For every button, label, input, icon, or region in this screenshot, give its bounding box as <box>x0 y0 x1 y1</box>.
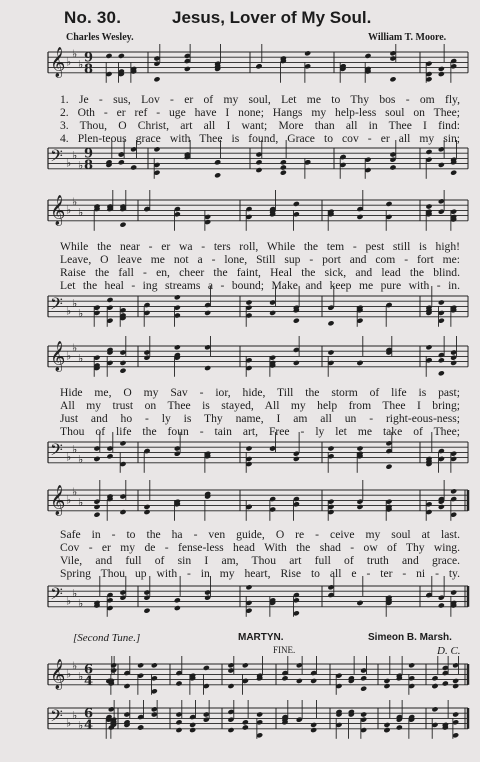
note-head <box>175 719 182 725</box>
flat-icon: ♭ <box>72 586 78 600</box>
note-head <box>174 597 181 603</box>
note-head <box>450 360 457 366</box>
note-head <box>280 164 287 170</box>
fine-marking: FINE. <box>273 645 296 655</box>
hymn-title: Jesus, Lover of My Soul. <box>172 8 372 27</box>
flat-icon: ♭ <box>66 450 72 464</box>
note-head <box>327 445 334 451</box>
note-head <box>385 464 392 470</box>
note-head <box>174 605 181 611</box>
note-head <box>153 76 160 82</box>
note-head <box>360 686 367 692</box>
lyrics-block-3 <box>60 386 460 438</box>
flat-icon: ♭ <box>78 206 84 219</box>
note-head <box>151 662 158 668</box>
note-head <box>110 667 117 673</box>
note-head <box>438 504 445 510</box>
bass-clef-icon: 𝄢 <box>50 705 63 730</box>
flat-icon: ♭ <box>72 148 78 162</box>
flat-icon: ♭ <box>78 58 84 71</box>
note-head <box>227 727 234 733</box>
note-head <box>242 719 249 725</box>
flat-icon: ♭ <box>66 55 72 69</box>
note-head <box>118 159 125 165</box>
note-head <box>281 675 288 681</box>
note-head <box>364 53 371 59</box>
note-head <box>280 159 287 165</box>
note-head <box>356 360 363 366</box>
note-head <box>119 368 126 374</box>
lyric-line: Safe in - to the ha - ven guide, O re - ceive my soul at last. <box>60 528 460 541</box>
note-head <box>389 76 396 82</box>
note-head <box>184 66 191 72</box>
note-head <box>452 683 459 689</box>
flat-icon: ♭ <box>72 659 78 673</box>
note-head <box>389 164 396 170</box>
flat-icon: ♭ <box>78 307 84 321</box>
note-head <box>425 203 432 209</box>
note-head <box>356 214 363 220</box>
lyric-line: Raise the fall - en, cheer the faint, Heal the sick, and lead the blind. <box>60 266 460 279</box>
lyrics-block-2 <box>60 240 460 292</box>
note-head <box>93 512 100 518</box>
note-head <box>431 675 438 681</box>
flat-icon: ♭ <box>72 485 78 499</box>
flat-icon: ♭ <box>78 670 84 683</box>
note-head <box>408 662 415 668</box>
note-head <box>356 445 363 451</box>
note-head <box>203 665 210 671</box>
staff-lines <box>48 439 468 464</box>
note-head <box>452 678 459 684</box>
treble-staff-5 <box>0 656 480 700</box>
note-head <box>106 297 113 303</box>
flat-icon: ♭ <box>66 156 72 170</box>
flat-icon: ♭ <box>78 159 84 173</box>
flat-icon: ♭ <box>66 716 72 730</box>
note-head <box>310 722 317 728</box>
second-tune-label: [Second Tune.] <box>73 632 141 644</box>
note-head <box>438 357 445 363</box>
flat-icon: ♭ <box>78 352 84 365</box>
bass-clef-icon: 𝄢 <box>50 293 63 318</box>
treble-clef-icon: 𝄞 <box>50 485 66 516</box>
flat-icon: ♭ <box>72 442 78 456</box>
note-head <box>93 456 100 462</box>
bass-clef-icon: 𝄢 <box>50 439 63 464</box>
note-head <box>431 683 438 689</box>
note-head <box>450 589 457 595</box>
note-head <box>293 318 300 324</box>
flat-icon: ♭ <box>72 708 78 722</box>
note-head <box>153 146 160 152</box>
time-signature-top: 6 <box>84 662 94 678</box>
tune-name: MARTYN. <box>238 632 284 643</box>
flat-icon: ♭ <box>78 496 84 509</box>
note-head <box>293 456 300 462</box>
treble-clef-icon: 𝄞 <box>50 47 66 78</box>
note-head <box>438 299 445 305</box>
note-head <box>119 509 126 515</box>
note-head <box>189 727 196 733</box>
note-head <box>269 310 276 316</box>
treble-clef-icon: 𝄞 <box>50 341 66 372</box>
note-head <box>174 294 181 300</box>
note-head <box>118 53 125 59</box>
note-head <box>360 711 367 717</box>
note-head <box>356 504 363 510</box>
flat-icon: ♭ <box>72 195 78 209</box>
note-head <box>214 159 221 165</box>
flat-icon: ♭ <box>78 597 84 611</box>
note-head <box>242 724 249 730</box>
treble-staff-1 <box>0 44 480 94</box>
note-head <box>214 172 221 178</box>
lyrics-block-4 <box>60 528 460 580</box>
note-head <box>110 662 117 668</box>
note-head <box>438 162 445 168</box>
lyric-line: Just and ho - ly is Thy name, I am all un - right-eous-ness; <box>60 412 460 425</box>
note-head <box>385 201 392 207</box>
note-head <box>106 453 113 459</box>
note-head <box>255 167 262 173</box>
dc-marking: D. C. <box>437 645 461 657</box>
note-head <box>383 683 390 689</box>
bass-clef-icon: 𝄢 <box>50 145 63 170</box>
lyric-line: Cov - er my de - fense-less head With the shad - ow of Thy wing. <box>60 541 460 554</box>
note-head <box>383 727 390 733</box>
lyric-line: Vile, and full of sin I am, Thou art full of truth and grace. <box>60 554 460 567</box>
note-head <box>245 445 252 451</box>
time-signature-top: 9 <box>84 146 94 162</box>
note-head <box>143 504 150 510</box>
note-head <box>175 727 182 733</box>
note-head <box>327 320 334 326</box>
lyric-line: 4. Plen-teous grace with Thee is found, Grace to cov - er all my sin; <box>60 132 460 145</box>
flat-icon: ♭ <box>78 453 84 467</box>
lyric-line: 1. Je - sus, Lov - er of my soul, Let me to Thy bos - om fly, <box>60 93 460 106</box>
lyric-line: 2. Oth - er ref - uge have I none; Hangs my help-less soul on Thee; <box>60 106 460 119</box>
note-head <box>450 170 457 176</box>
note-head <box>296 678 303 684</box>
flat-icon: ♭ <box>72 296 78 310</box>
note-head <box>438 71 445 77</box>
note-head <box>438 66 445 72</box>
note-head <box>245 584 252 590</box>
time-signature-bottom: 8 <box>84 61 94 77</box>
bass-staff-4 <box>0 574 480 624</box>
time-signature-bottom: 4 <box>84 673 94 689</box>
note-head <box>137 724 144 730</box>
hymn-author: Charles Wesley. <box>66 32 134 43</box>
note-head <box>119 440 126 446</box>
note-head <box>204 365 211 371</box>
flat-icon: ♭ <box>66 667 72 681</box>
note-head <box>438 370 445 376</box>
hymn-composer: William T. Moore. <box>368 32 447 43</box>
note-head <box>450 488 457 494</box>
lyric-line: All my trust on Thee is stayed, All my help from Thee I bring; <box>60 399 460 412</box>
flat-icon: ♭ <box>66 594 72 608</box>
treble-clef-icon: 𝄞 <box>50 659 66 690</box>
bass-staff-5 <box>0 700 480 750</box>
note-head <box>227 683 234 689</box>
note-head <box>293 360 300 366</box>
bass-staff-1 <box>0 140 480 190</box>
note-head <box>119 360 126 366</box>
note-head <box>396 724 403 730</box>
note-head <box>174 344 181 350</box>
lyric-line: Hide me, O my Sav - ior, hide, Till the storm of life is past; <box>60 386 460 399</box>
treble-staff-2 <box>0 190 480 236</box>
note-head <box>280 170 287 176</box>
flat-icon: ♭ <box>66 203 72 217</box>
note-head <box>175 680 182 686</box>
note-head <box>383 678 390 684</box>
note-head <box>310 678 317 684</box>
note-head <box>431 706 438 712</box>
note-head <box>130 164 137 170</box>
time-signature-top: 9 <box>84 50 94 66</box>
lyric-line: 3. Thou, O Christ, art all I want; More than all in Thee I find: <box>60 119 460 132</box>
flat-icon: ♭ <box>66 304 72 318</box>
flat-icon: ♭ <box>72 341 78 355</box>
flat-icon: ♭ <box>66 493 72 507</box>
time-signature-bottom: 8 <box>84 157 94 173</box>
note-head <box>425 344 432 350</box>
note-head <box>255 63 262 69</box>
flat-icon: ♭ <box>66 349 72 363</box>
note-head <box>119 222 126 228</box>
note-head <box>105 53 112 59</box>
treble-staff-3 <box>0 336 480 382</box>
note-head <box>242 662 249 668</box>
flat-icon: ♭ <box>72 47 78 61</box>
treble-clef-icon: 𝄞 <box>50 195 66 226</box>
lyrics-block-1 <box>60 93 460 145</box>
bass-staff-3 <box>0 432 480 482</box>
note-head <box>256 711 263 717</box>
note-head <box>189 722 196 728</box>
lyric-line: Thou of life the foun - tain art, Free - ly let me take of Thee; <box>60 425 460 438</box>
flat-icon: ♭ <box>78 719 84 733</box>
lyric-line: Let the heal - ing streams a - bound; Make and keep me pure with - in. <box>60 279 460 292</box>
hymn-number: No. 30. <box>64 8 122 27</box>
note-head <box>310 727 317 733</box>
note-head <box>293 201 300 207</box>
note-head <box>93 504 100 510</box>
note-head <box>304 50 311 56</box>
note-head <box>245 299 252 305</box>
tune-composer: Simeon B. Marsh. <box>368 632 452 643</box>
note-head <box>123 683 130 689</box>
note-head <box>383 722 390 728</box>
note-head <box>452 711 459 717</box>
note-head <box>425 149 432 155</box>
note-head <box>442 680 449 686</box>
time-signature-top: 6 <box>84 706 94 722</box>
note-head <box>360 675 367 681</box>
note-head <box>356 600 363 606</box>
note-head <box>204 310 211 316</box>
lyric-line: Leave, O leave me not a - lone, Still sup - port and com - fort me: <box>60 253 460 266</box>
time-signature-bottom: 4 <box>84 717 94 733</box>
treble-staff-4 <box>0 478 480 526</box>
note-head <box>137 662 144 668</box>
lyric-line: Spring Thou up with - in my heart, Rise to all e - ter - ni - ty. <box>60 567 460 580</box>
note-head <box>143 509 150 515</box>
bass-clef-icon: 𝄢 <box>50 583 63 608</box>
bass-staff-2 <box>0 286 480 332</box>
lyric-line: While the near - er wa - ters roll, While the tem - pest still is high! <box>60 240 460 253</box>
note-head <box>327 349 334 355</box>
note-head <box>143 608 150 614</box>
note-head <box>255 159 262 165</box>
note-head <box>438 602 445 608</box>
